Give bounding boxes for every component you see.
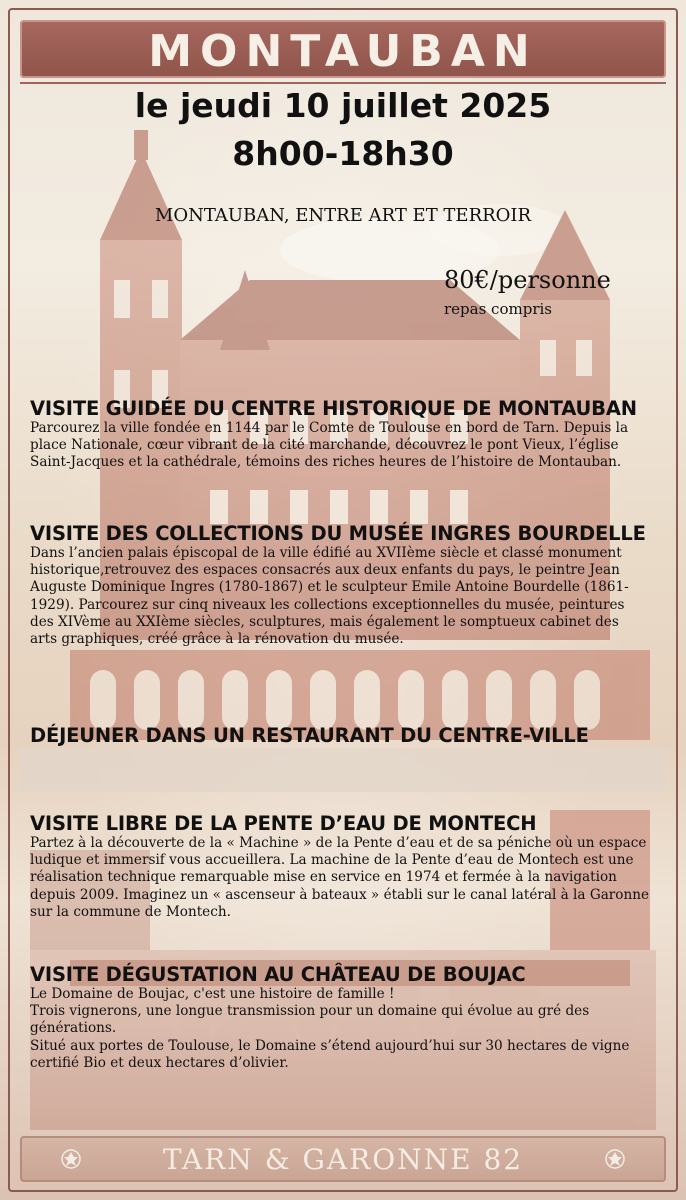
section-line: Partez à la découverte de la « Machine » de la Pente d’eau et de sa péniche où un espace: [30, 835, 647, 851]
section-line: arts graphiques, créé grâce à la rénovation du musée.: [30, 631, 404, 648]
section-line: Auguste Dominique Ingres (1780-1867) et le sculpteur Emile Antoine Bourdelle (1861-: [30, 579, 629, 596]
section-title: VISITE LIBRE DE LA PENTE D’EAU DE MONTECH: [30, 812, 537, 835]
section-line: depuis 2009. Imaginez un « ascenseur à bateaux » établi sur le canal latéral à la Garonne: [30, 886, 650, 903]
section-line: Trois vignerons, une longue transmission pour un domaine qui évolue au gré des: [30, 1003, 590, 1020]
section-title: VISITE GUIDÉE DU CENTRE HISTORIQUE DE MONTAUBAN: [30, 397, 637, 420]
section-line: Le Domaine de Boujac, c'est une histoire de famille !: [30, 986, 395, 1002]
section-line: 1929). Parcourez sur cinq niveaux les collections exceptionnelles du musée, peintures: [30, 596, 625, 613]
banner-rule: [20, 82, 666, 84]
lunch-band: [20, 748, 666, 792]
section-line: Saint-Jacques et la cathédrale, témoins des riches heures de l’histoire de Montauban.: [30, 454, 622, 471]
section-line: générations.: [30, 1020, 117, 1037]
section-lunch: [30, 724, 658, 747]
footer-text: TARN & GARONNE 82: [162, 1143, 524, 1176]
section-line: Situé aux portes de Toulouse, le Domaine s’étend aujourd’hui sur 30 hectares de vigne: [30, 1037, 630, 1054]
event-hours: 8h00-18h30: [232, 134, 454, 173]
section-line: ludique et immersif vous accueillera. La machine de la Pente d’eau de Montech est une: [30, 852, 634, 869]
event-date: le jeudi 10 juillet 2025: [134, 86, 552, 125]
footer-banner: [20, 1136, 666, 1182]
section-title: DÉJEUNER DANS UN RESTAURANT DU CENTRE-VILLE: [30, 724, 589, 747]
title-banner: [20, 20, 666, 78]
price-note: repas compris: [444, 300, 552, 318]
event-price: 80€/personne: [444, 266, 611, 294]
section-museum: [30, 522, 658, 648]
section-guided-tour: [30, 397, 658, 472]
section-boujac: [30, 963, 658, 1072]
grape-leaf-icon: [604, 1148, 626, 1170]
event-subtitle: MONTAUBAN, ENTRE ART ET TERROIR: [154, 205, 532, 226]
section-line: historique,retrouvez des espaces consacrés aux deux enfants du pays, le peintre Jean: [30, 562, 620, 579]
section-line: Dans l’ancien palais épiscopal de la ville édifié au XVIIème siècle et classé monument: [30, 545, 622, 561]
section-line: réalisation technique remarquable mise en service en 1974 et fermée à la navigation: [30, 869, 617, 886]
poster-title: MONTAUBAN: [148, 26, 538, 77]
section-title: VISITE DÉGUSTATION AU CHÂTEAU DE BOUJAC: [30, 963, 526, 986]
section-line: sur la commune de Montech.: [30, 903, 231, 920]
section-line: place Nationale, cœur vibrant de la cité marchande, découvrez le pont Vieux, l’église: [30, 437, 619, 454]
section-line: certifié Bio et deux hectares d’olivier.: [30, 1054, 289, 1071]
section-line: des XIVème au XXIème siècles, sculptures, mais également le somptueux cabinet des: [30, 613, 619, 630]
section-title: VISITE DES COLLECTIONS DU MUSÉE INGRES BOURDELLE: [30, 522, 646, 545]
section-line: Parcourez la ville fondée en 1144 par le Comte de Toulouse en bord de Tarn. Depuis la: [30, 420, 629, 436]
section-montech: [30, 812, 658, 921]
